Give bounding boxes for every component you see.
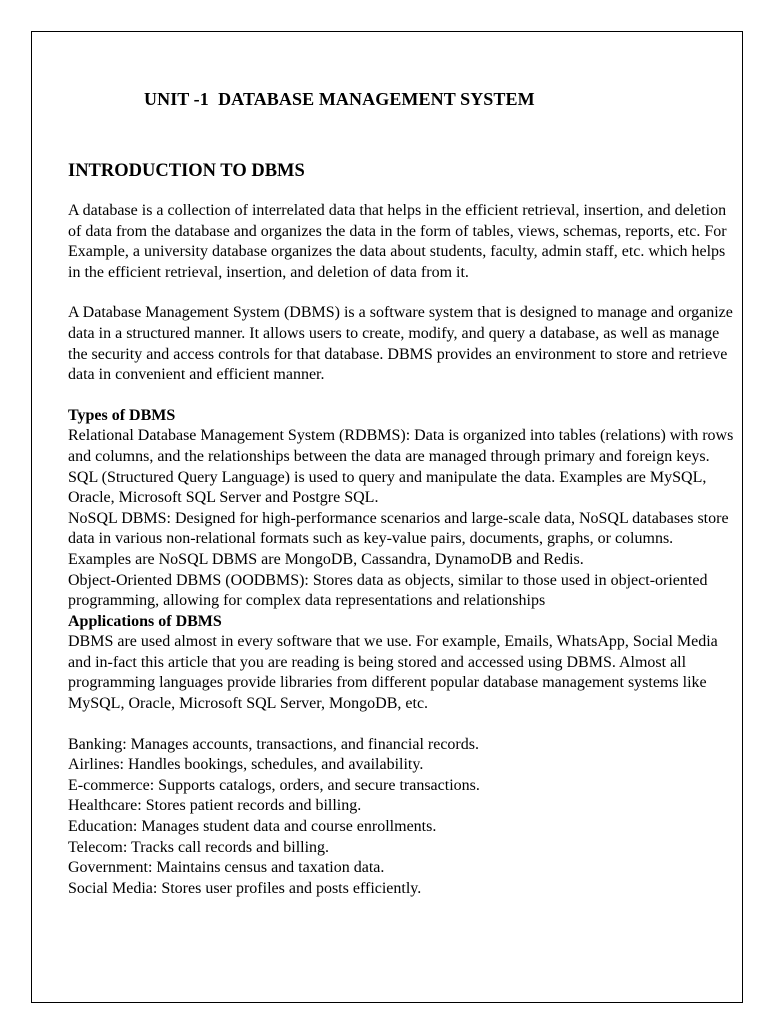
type-rdbms: Relational Database Management System (RDBMS): Data is organized into tables (relations) with rows and columns, and the relationships between the data are managed through primary and foreign keys. SQL (Structured Query Language) is used to query and manipulate the data. Examples are MySQL, Oracle, Microsoft SQL Server and Postgre SQL. [68,427,734,507]
applications-paragraph: DBMS are used almost in every software that we use. For example, Emails, WhatsApp, Social Media and in-fact this article that you are reading is being stored and accessed using DBMS. Almost all programming languages provide libraries from different popular database management systems like MySQL, Oracle, Microsoft SQL Server, MongoDB, etc. [68,633,718,713]
list-item: Banking: Manages accounts, transactions, and financial records. [68,735,479,753]
document-content [68,86,740,899]
unit-title: UNIT -1 DATABASE MANAGEMENT SYSTEM [144,89,535,109]
list-item: Telecom: Tracks call records and billing. [68,838,330,856]
list-item: Government: Maintains census and taxation data. [68,859,385,877]
type-nosql: NoSQL DBMS: Designed for high-performance scenarios and large-scale data, NoSQL databases store data in various non-relational formats such as key-value pairs, documents, graphs, or columns. Examples are NoSQL DBMS are MongoDB, Cassandra, DynamoDB and Redis. [68,509,729,568]
list-item: E-commerce: Supports catalogs, orders, and secure transactions. [68,776,480,794]
list-item: Airlines: Handles bookings, schedules, and availability. [68,756,424,774]
list-item: Education: Manages student data and course enrollments. [68,818,437,836]
type-oodbms: Object-Oriented DBMS (OODBMS): Stores data as objects, similar to those used in object-oriented programming, allowing for complex data representations and relationships [68,571,708,610]
applications-list [68,735,740,900]
section-title: INTRODUCTION TO DBMS [68,161,305,181]
types-heading: Types of DBMS [68,406,176,424]
applications-heading: Applications of DBMS [68,612,222,630]
intro-paragraph-2: A Database Management System (DBMS) is a software system that is designed to manage and organize data in a structured manner. It allows users to create, modify, and query a database, as well as manage the security and access controls for that database. DBMS provides an environment to store and retrieve data in convenient and efficient manner. [68,304,733,384]
intro-paragraph-1: A database is a collection of interrelated data that helps in the efficient retrieval, insertion, and deletion of data from the database and organizes the data in the form of tables, views, schemas, reports, etc. For Example, a university database organizes the data about students, faculty, admin staff, etc. which helps in the efficient retrieval, insertion, and deletion of data from it. [68,202,727,281]
list-item: Social Media: Stores user profiles and posts efficiently. [68,879,422,897]
list-item: Healthcare: Stores patient records and billing. [68,797,362,815]
